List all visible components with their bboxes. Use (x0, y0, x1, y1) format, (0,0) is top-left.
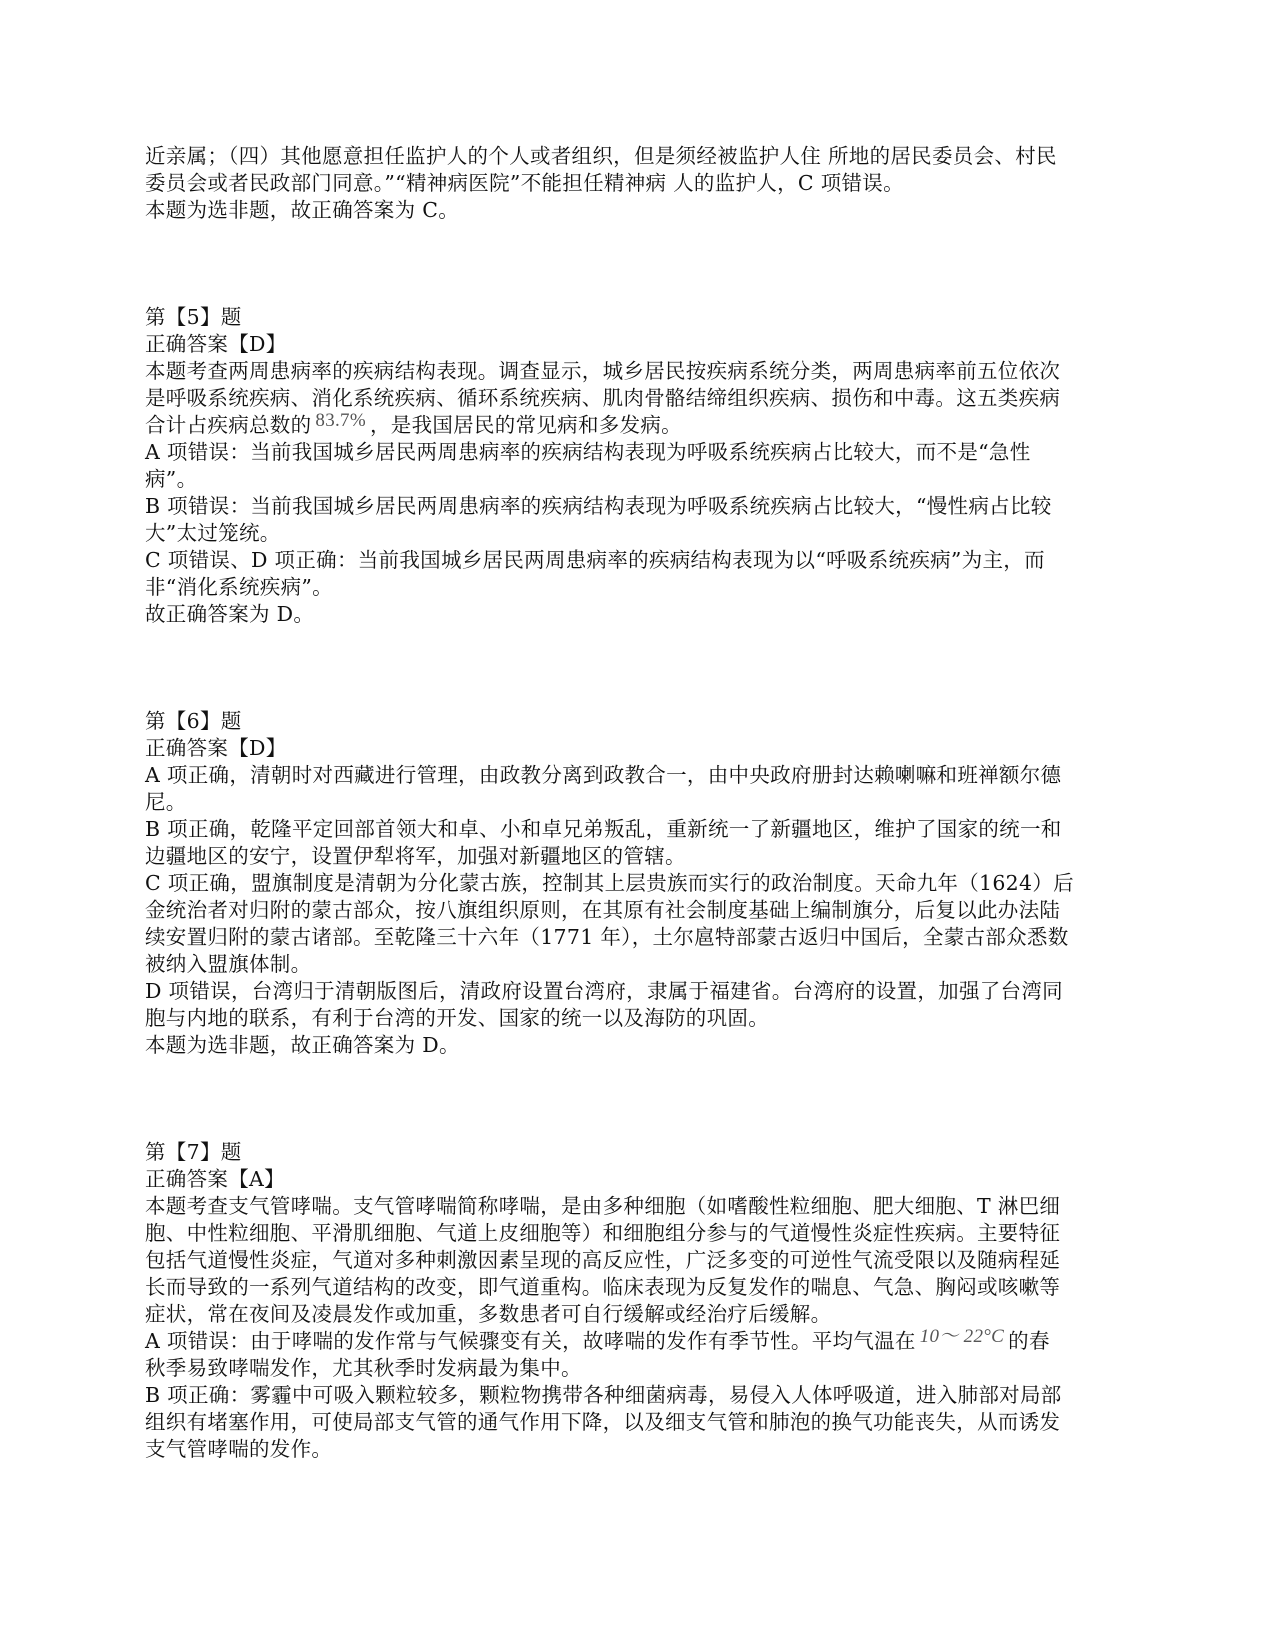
section-spacer (145, 224, 1075, 304)
paragraph-line: A 项正确，清朝时对西藏进行管理，由政教分离到政教合一，由中央政府册封达赖喇嘛和班禅额尔德 (145, 763, 1062, 787)
paragraph-line: B 项错误：当前我国城乡居民两周患病率的疾病结构表现为呼吸系统疾病占比较大，“慢性病占比较 (145, 494, 1052, 518)
paragraph-line: 组织有堵塞作用，可使局部支气管的通气作用下降，以及细支气管和肺泡的换气功能丧失，从而诱发 (145, 1410, 1061, 1434)
paragraph-line: 非“消化系统疾病”。 (145, 575, 333, 599)
document-page (145, 143, 1075, 1463)
paragraph-line-with-formula (145, 412, 1075, 439)
paragraph-line: 胞与内地的联系，有利于台湾的开发、国家的统一以及海防的巩固。 (145, 1006, 769, 1030)
paragraph-line: 边疆地区的安宁，设置伊犁将军，加强对新疆地区的管辖。 (145, 844, 686, 868)
paragraph-line: 本题为选非题，故正确答案为 C。 (145, 198, 460, 222)
paragraph-line: 本题考查两周患病率的疾病结构表现。调查显示，城乡居民按疾病系统分类，两周患病率前五位依次 (145, 359, 1061, 383)
paragraph-line: 近亲属；（四）其他愿意担任监护人的个人或者组织，但是须经被监护人住 所地的居民委员会、村民 (145, 144, 1057, 168)
correct-answer: 正确答案【D】 (145, 736, 287, 760)
paragraph-line-with-formula (145, 1328, 1075, 1355)
paragraph-line: 尼。 (145, 790, 187, 814)
text-before-formula: 合计占疾病总数的 (145, 413, 312, 437)
paragraph-line: 秋季易致哮喘发作，尤其秋季时发病最为集中。 (145, 1356, 582, 1380)
paragraph-line: B 项正确：雾霾中可吸入颗粒较多，颗粒物携带各种细菌病毒，易侵入人体呼吸道，进入肺部对局部 (145, 1383, 1062, 1407)
correct-answer: 正确答案【D】 (145, 332, 287, 356)
paragraph-line: 包括气道慢性炎症，气道对多种刺激因素呈现的高反应性，广泛多变的可逆性气流受限以及随病程延 (145, 1248, 1061, 1272)
paragraph-line: 支气管哮喘的发作。 (145, 1437, 333, 1461)
text-after-formula: 的春 (1008, 1329, 1050, 1353)
text-after-formula: ，是我国居民的常见病和多发病。 (369, 413, 682, 437)
paragraph-line: 本题考查支气管哮喘。支气管哮喘简称哮喘，是由多种细胞（如嗜酸性粒细胞、肥大细胞、T 淋巴细 (145, 1194, 1061, 1218)
paragraph-line: 委员会或者民政部门同意。”“精神病医院”不能担任精神病 人的监护人，C 项错误。 (145, 171, 904, 195)
paragraph-line: 病”。 (145, 467, 198, 491)
paragraph-line: C 项正确，盟旗制度是清朝为分化蒙古族，控制其上层贵族而实行的政治制度。天命九年（1624）后 (145, 871, 1074, 895)
question-5 (145, 304, 1075, 628)
paragraph-line: A 项错误：当前我国城乡居民两周患病率的疾病结构表现为呼吸系统疾病占比较大，而不是“急性 (145, 440, 1031, 464)
question-title: 第【7】题 (145, 1140, 242, 1164)
paragraph-line: 是呼吸系统疾病、消化系统疾病、循环系统疾病、肌肉骨骼结缔组织疾病、损伤和中毒。这五类疾病 (145, 386, 1061, 410)
paragraph-line: 长而导致的一系列气道结构的改变，即气道重构。临床表现为反复发作的喘息、气急、胸闷或咳嗽等 (145, 1275, 1061, 1299)
paragraph-line: D 项错误，台湾归于清朝版图后，清政府设置台湾府，隶属于福建省。台湾府的设置，加强了台湾同 (145, 979, 1063, 1003)
formula-percentage: 83.7% (315, 410, 366, 431)
section-spacer (145, 628, 1075, 708)
formula-temperature-range: 10～ 22°C (919, 1326, 1005, 1347)
paragraph-line: C 项错误、D 项正确：当前我国城乡居民两周患病率的疾病结构表现为以“呼吸系统疾病”为主，而 (145, 548, 1045, 572)
paragraph-line: 症状，常在夜间及凌晨发作或加重，多数患者可自行缓解或经治疗后缓解。 (145, 1302, 832, 1326)
question-title: 第【5】题 (145, 305, 242, 329)
text-before-formula: A 项错误：由于哮喘的发作常与气候骤变有关，故哮喘的发作有季节性。平均气温在 (145, 1329, 916, 1353)
question-7 (145, 1139, 1075, 1463)
question-title: 第【6】题 (145, 709, 242, 733)
question-4-explanation-tail (145, 143, 1075, 224)
paragraph-line: 本题为选非题，故正确答案为 D。 (145, 1033, 460, 1057)
paragraph-line: 续安置归附的蒙古诸部。至乾隆三十六年（1771 年），土尔扈特部蒙古返归中国后，全蒙古部众悉数 (145, 925, 1069, 949)
paragraph-line: B 项正确，乾隆平定回部首领大和卓、小和卓兄弟叛乱，重新统一了新疆地区，维护了国家的统一和 (145, 817, 1062, 841)
paragraph-line: 大”太过笼统。 (145, 521, 281, 545)
paragraph-line: 金统治者对归附的蒙古部众，按八旗组织原则，在其原有社会制度基础上编制旗分，后复以此办法陆 (145, 898, 1061, 922)
correct-answer: 正确答案【A】 (145, 1167, 285, 1191)
question-6 (145, 708, 1075, 1059)
section-spacer (145, 1059, 1075, 1139)
paragraph-line: 被纳入盟旗体制。 (145, 952, 312, 976)
paragraph-line: 胞、中性粒细胞、平滑肌细胞、气道上皮细胞等）和细胞组分参与的气道慢性炎症性疾病。主要特征 (145, 1221, 1061, 1245)
paragraph-line: 故正确答案为 D。 (145, 602, 315, 626)
